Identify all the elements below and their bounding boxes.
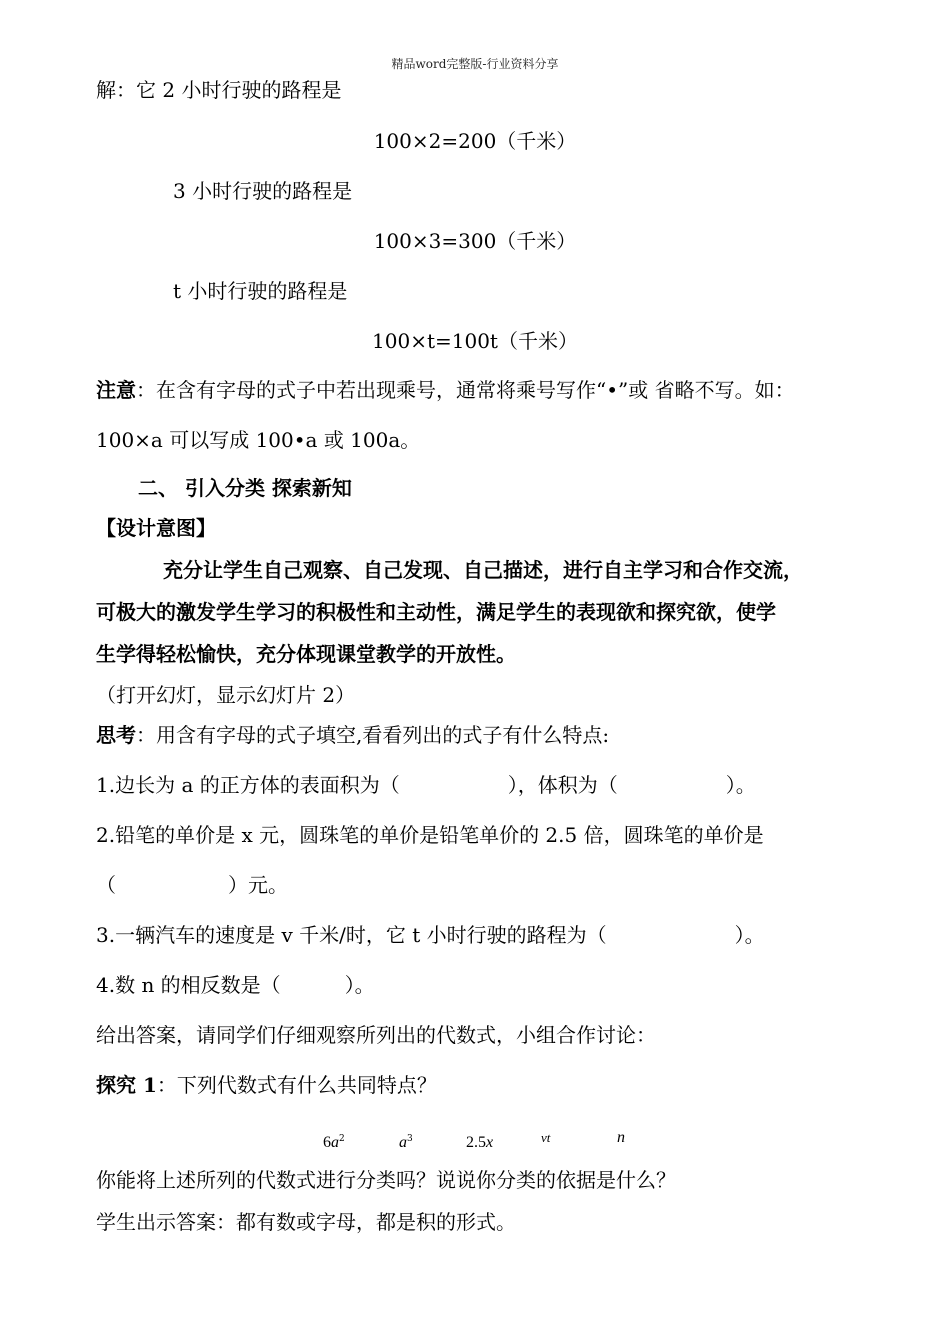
page-header: 精品word完整版-行业资料分享 [391, 57, 559, 71]
answer-prompt: 给出答案，请同学们仔细观察所列出的代数式，小组合作讨论： [96, 1023, 656, 1047]
solution-line-2: 3 小时行驶的路程是 [173, 179, 353, 203]
design-paragraph-line-3: 生学得轻松愉快，充分体现课堂教学的开放性。 [96, 642, 516, 666]
note-text-line-1: ：在含有字母的式子中若出现乘号，通常将乘号写作“•”或 省略不写。如： [136, 378, 795, 402]
question-3: 3.一辆汽车的速度是 v 千米/时，它 t 小时行驶的路程为（ ）。 [96, 923, 765, 947]
solution-line-3: t 小时行驶的路程是 [173, 279, 348, 303]
expression-a3: $a^3$ [399, 1134, 413, 1151]
equation-2: 100×3=300（千米） [373, 229, 577, 253]
note-paragraph [96, 380, 795, 400]
expression-n: n [617, 1129, 625, 1146]
note-text-line-2: 100×a 可以写成 100•a 或 100a。 [96, 428, 421, 452]
explore-paragraph [96, 1075, 437, 1095]
solution-intro: 解：它 2 小时行驶的路程是 [96, 78, 342, 102]
question-2-line-2: （ ）元。 [96, 873, 288, 897]
question-1: 1.边长为 a 的正方体的表面积为（ ），体积为（ ）。 [96, 773, 756, 797]
equation-1: 100×2=200（千米） [373, 129, 577, 153]
expression-vt: vt [541, 1130, 551, 1145]
classification-question: 你能将上述所列的代数式进行分类吗？说说你分类的依据是什么？ [96, 1168, 676, 1192]
expression-2-5x: 2.5x [466, 1134, 494, 1151]
student-answer: 学生出示答案：都有数或字母，都是积的形式。 [96, 1210, 516, 1234]
explore-label: 探究 1 [96, 1073, 157, 1097]
section-2-title: 二、 引入分类 探索新知 [138, 476, 352, 500]
expression-6a2: $6a^2$ [323, 1134, 345, 1151]
slide-note: （打开幻灯，显示幻灯片 2） [96, 683, 356, 707]
think-paragraph [96, 725, 609, 745]
design-paragraph-line-1: 充分让学生自己观察、自己发现、自己描述，进行自主学习和合作交流， [163, 558, 803, 582]
note-label: 注意 [96, 378, 136, 402]
design-paragraph-line-2: 可极大的激发学生学习的积极性和主动性，满足学生的表现欲和探究欲，使学 [96, 600, 776, 624]
think-text: ：用含有字母的式子填空,看看列出的式子有什么特点: [136, 723, 610, 747]
question-4: 4.数 n 的相反数是（ ）。 [96, 973, 375, 997]
design-intent-heading: 【设计意图】 [96, 516, 216, 540]
question-2-line-1: 2.铅笔的单价是 x 元，圆珠笔的单价是铅笔单价的 2.5 倍，圆珠笔的单价是 [96, 823, 764, 847]
think-label: 思考 [96, 723, 136, 747]
explore-text: ：下列代数式有什么共同特点？ [156, 1073, 437, 1097]
equation-3: 100×t=100t（千米） [372, 329, 578, 353]
